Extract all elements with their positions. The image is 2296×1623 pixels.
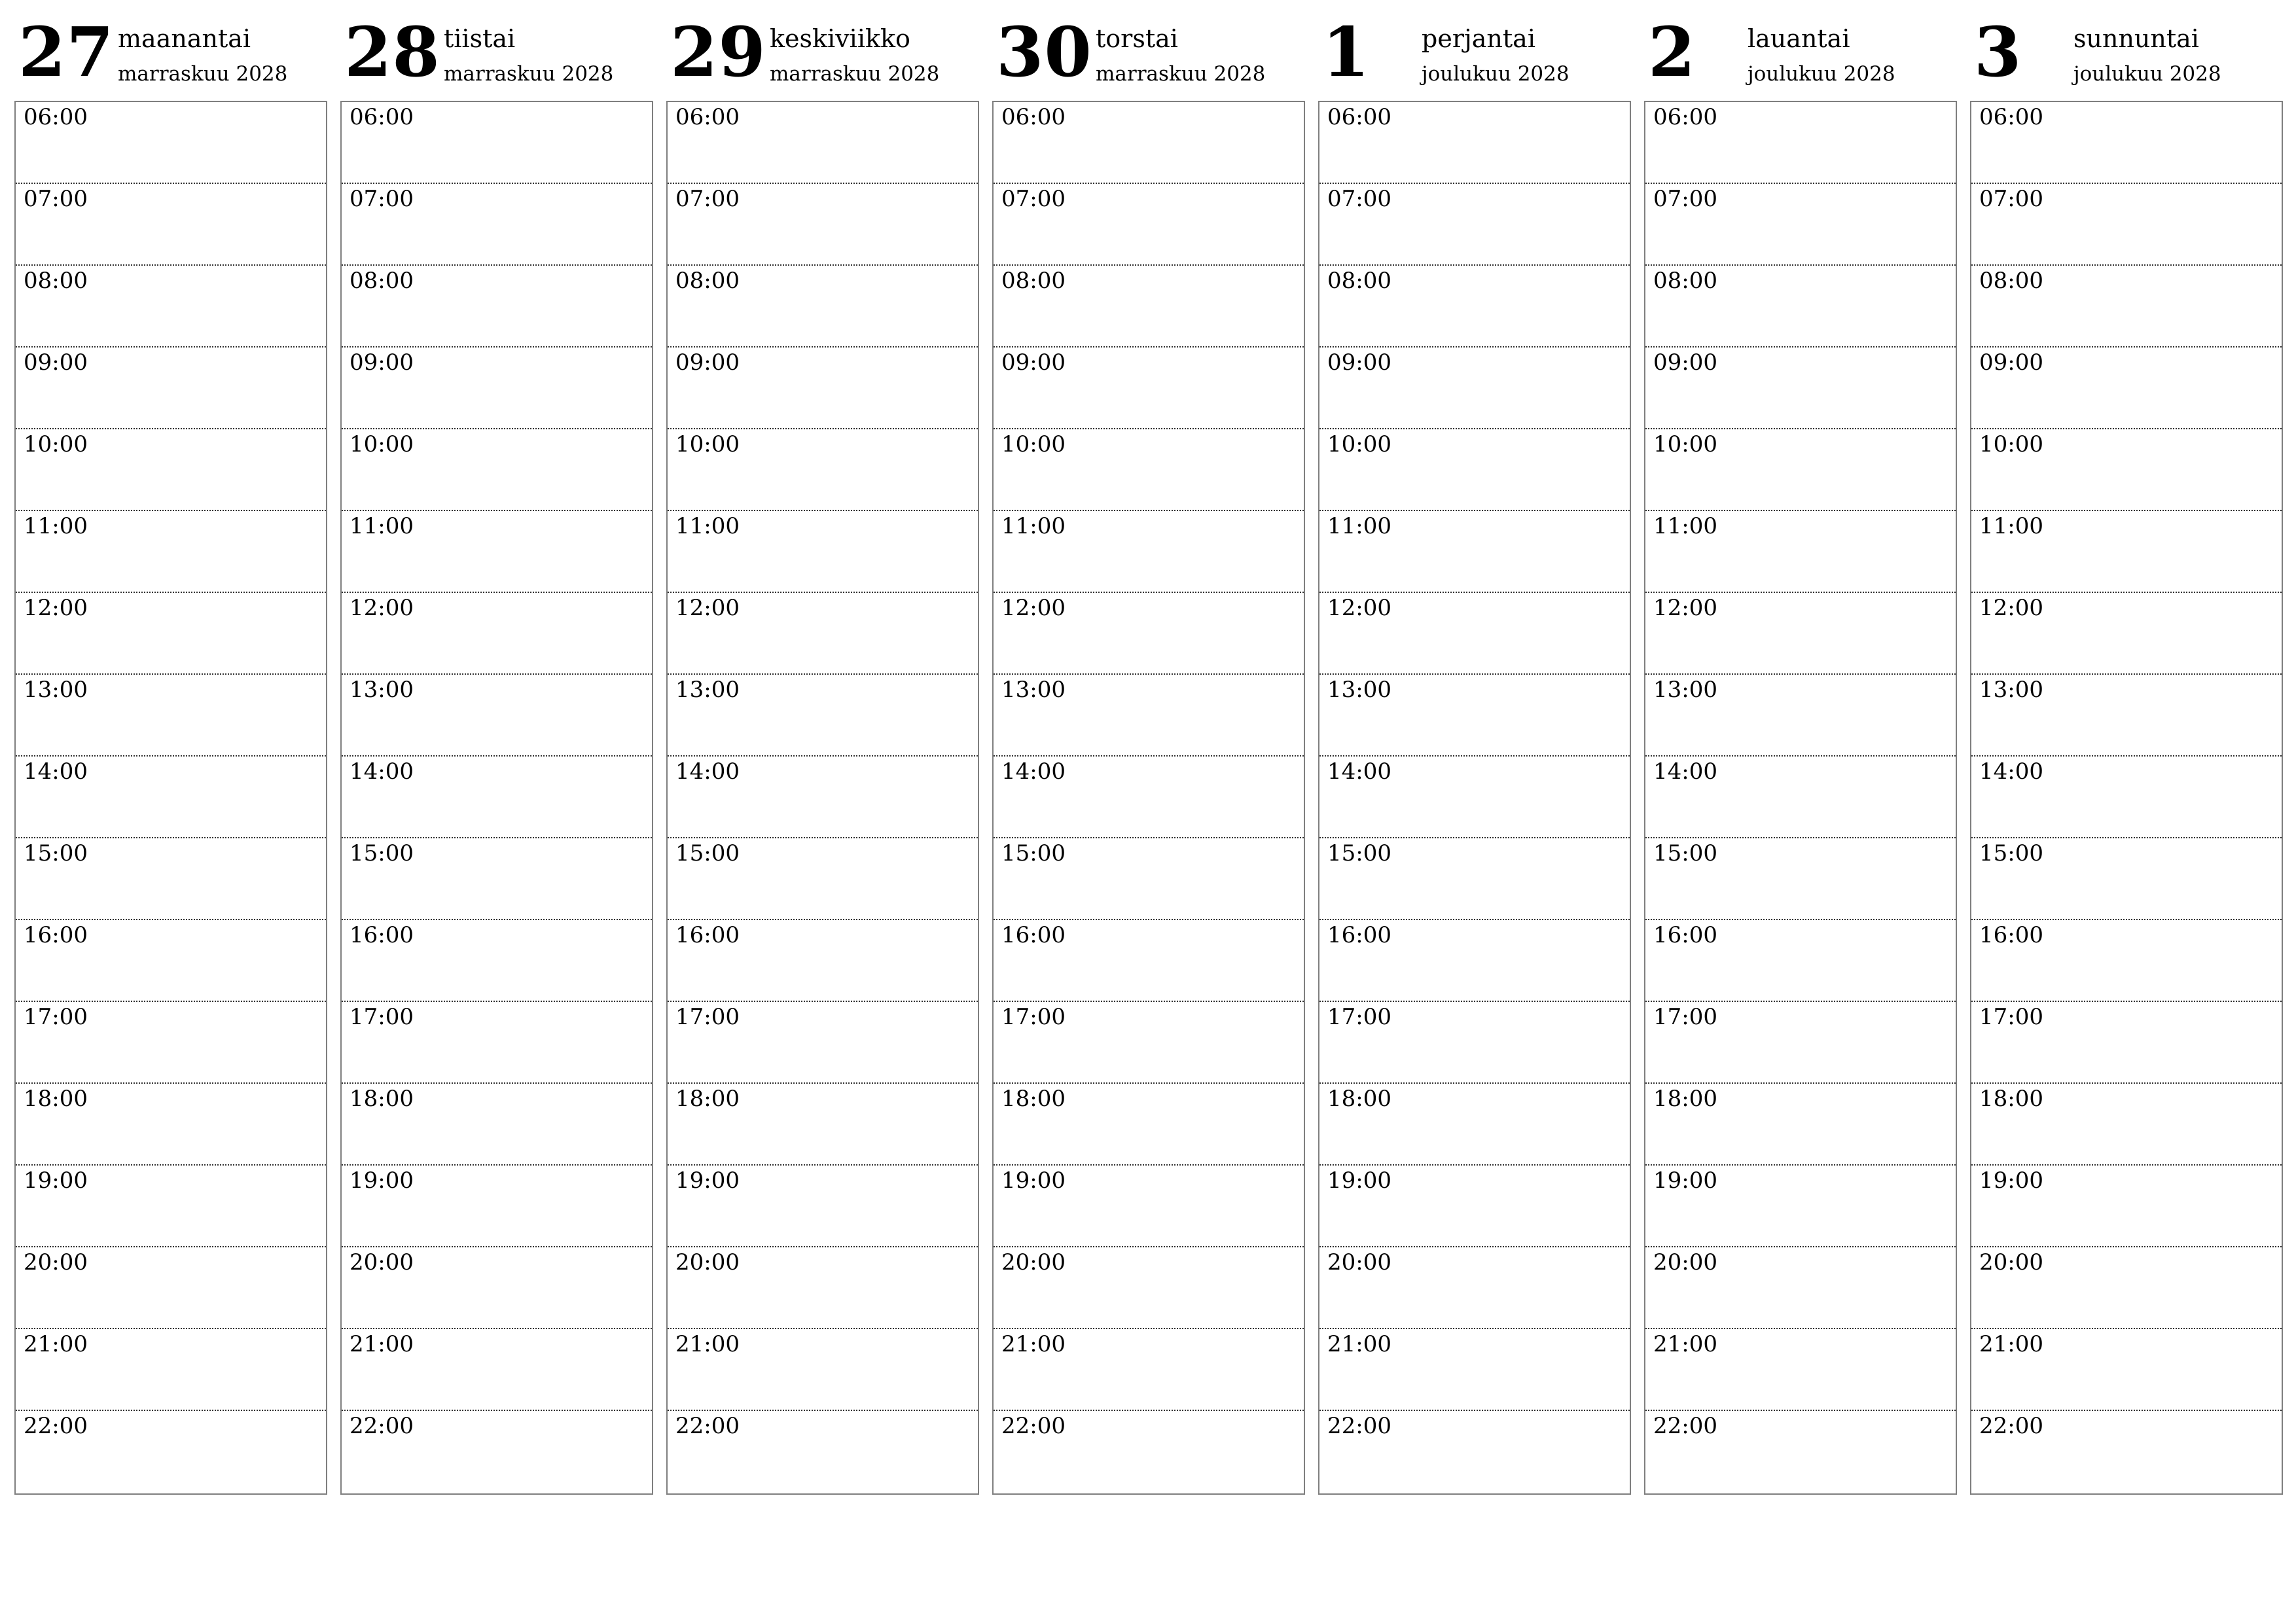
time-label: 11:00 <box>1327 513 1391 539</box>
time-slot[interactable] <box>994 102 1304 184</box>
time-slot[interactable] <box>16 102 326 184</box>
time-slot[interactable] <box>16 511 326 593</box>
time-slot[interactable] <box>994 1002 1304 1084</box>
day-weekday: tiistai <box>444 24 516 53</box>
day-number: 27 <box>18 12 115 92</box>
day-number: 29 <box>670 12 766 92</box>
time-label: 13:00 <box>350 677 414 703</box>
time-slot[interactable] <box>16 757 326 838</box>
time-label: 07:00 <box>1327 186 1391 212</box>
time-label: 16:00 <box>1979 922 2043 948</box>
time-label: 19:00 <box>24 1168 88 1194</box>
time-label: 09:00 <box>1979 349 2043 376</box>
time-slot[interactable] <box>1319 757 1630 838</box>
time-slot[interactable] <box>1645 1084 1956 1166</box>
time-slot[interactable] <box>1645 1002 1956 1084</box>
time-slot[interactable] <box>1971 511 2282 593</box>
day-column <box>666 0 979 1505</box>
time-label: 21:00 <box>1653 1331 1717 1357</box>
time-label: 10:00 <box>675 431 740 457</box>
time-label: 21:00 <box>24 1331 88 1357</box>
time-slot[interactable] <box>1319 1166 1630 1247</box>
time-label: 17:00 <box>350 1004 414 1030</box>
time-slot[interactable] <box>1971 838 2282 920</box>
time-label: 07:00 <box>675 186 740 212</box>
time-label: 11:00 <box>350 513 414 539</box>
day-month: marraskuu 2028 <box>444 62 614 86</box>
time-label: 20:00 <box>24 1249 88 1275</box>
time-label: 06:00 <box>24 104 88 130</box>
time-slot[interactable] <box>1645 1329 1956 1411</box>
time-slot[interactable] <box>342 1166 652 1247</box>
time-slot[interactable] <box>668 102 978 184</box>
time-label: 19:00 <box>1979 1168 2043 1194</box>
time-slot[interactable] <box>668 1247 978 1329</box>
time-label: 18:00 <box>1001 1086 1066 1112</box>
time-label: 10:00 <box>1001 431 1066 457</box>
time-slot[interactable] <box>342 1002 652 1084</box>
day-schedule-box <box>14 101 327 1495</box>
time-slot[interactable] <box>16 1084 326 1166</box>
time-label: 14:00 <box>24 758 88 785</box>
time-label: 22:00 <box>1653 1413 1717 1439</box>
time-slot[interactable] <box>1645 838 1956 920</box>
time-label: 20:00 <box>1327 1249 1391 1275</box>
time-slot[interactable] <box>342 593 652 675</box>
time-label: 19:00 <box>350 1168 414 1194</box>
time-slot[interactable] <box>342 838 652 920</box>
time-label: 08:00 <box>1979 268 2043 294</box>
time-label: 18:00 <box>1979 1086 2043 1112</box>
time-slot[interactable] <box>342 1084 652 1166</box>
time-label: 09:00 <box>1653 349 1717 376</box>
time-slot[interactable] <box>668 1084 978 1166</box>
day-header <box>1644 0 1957 98</box>
time-label: 17:00 <box>24 1004 88 1030</box>
day-column <box>1318 0 1631 1505</box>
time-slot[interactable] <box>994 1084 1304 1166</box>
time-slot[interactable] <box>1971 675 2282 757</box>
time-slot[interactable] <box>1319 429 1630 511</box>
day-weekday: sunnuntai <box>2073 24 2199 53</box>
time-slot[interactable] <box>1645 102 1956 184</box>
time-label: 22:00 <box>1979 1413 2043 1439</box>
time-label: 21:00 <box>675 1331 740 1357</box>
time-label: 08:00 <box>1327 268 1391 294</box>
time-label: 13:00 <box>1653 677 1717 703</box>
time-label: 06:00 <box>350 104 414 130</box>
time-slot[interactable] <box>668 266 978 348</box>
time-slot[interactable] <box>1971 1084 2282 1166</box>
day-column <box>14 0 327 1505</box>
time-slot[interactable] <box>1319 593 1630 675</box>
day-header <box>666 0 979 98</box>
time-label: 10:00 <box>1979 431 2043 457</box>
time-label: 20:00 <box>350 1249 414 1275</box>
time-label: 12:00 <box>1001 595 1066 621</box>
time-slot[interactable] <box>1645 920 1956 1002</box>
time-slot[interactable] <box>994 838 1304 920</box>
time-label: 07:00 <box>1001 186 1066 212</box>
day-weekday: lauantai <box>1748 24 1850 53</box>
time-label: 07:00 <box>1653 186 1717 212</box>
time-label: 12:00 <box>350 595 414 621</box>
time-slot[interactable] <box>668 1329 978 1411</box>
time-label: 10:00 <box>1327 431 1391 457</box>
time-slot[interactable] <box>668 1002 978 1084</box>
time-label: 14:00 <box>675 758 740 785</box>
time-label: 12:00 <box>24 595 88 621</box>
day-number: 2 <box>1648 12 1696 92</box>
time-slot[interactable] <box>342 184 652 266</box>
time-slot[interactable] <box>994 593 1304 675</box>
time-slot[interactable] <box>668 757 978 838</box>
time-slot[interactable] <box>994 757 1304 838</box>
time-label: 18:00 <box>350 1086 414 1112</box>
day-schedule-box <box>340 101 653 1495</box>
time-slot[interactable] <box>342 1329 652 1411</box>
time-slot[interactable] <box>994 266 1304 348</box>
time-label: 19:00 <box>1001 1168 1066 1194</box>
time-label: 20:00 <box>1979 1249 2043 1275</box>
time-label: 13:00 <box>1327 677 1391 703</box>
time-label: 12:00 <box>1653 595 1717 621</box>
time-slot[interactable] <box>1319 511 1630 593</box>
time-slot[interactable] <box>994 1411 1304 1493</box>
time-label: 17:00 <box>1327 1004 1391 1030</box>
time-slot[interactable] <box>668 920 978 1002</box>
time-slot[interactable] <box>994 511 1304 593</box>
time-label: 07:00 <box>350 186 414 212</box>
time-slot[interactable] <box>1319 102 1630 184</box>
time-slot[interactable] <box>668 348 978 429</box>
time-slot[interactable] <box>16 1247 326 1329</box>
time-label: 20:00 <box>675 1249 740 1275</box>
time-slot[interactable] <box>1319 838 1630 920</box>
time-label: 16:00 <box>24 922 88 948</box>
time-label: 06:00 <box>1979 104 2043 130</box>
time-label: 14:00 <box>1979 758 2043 785</box>
time-slot[interactable] <box>994 1166 1304 1247</box>
time-label: 22:00 <box>675 1413 740 1439</box>
time-label: 06:00 <box>675 104 740 130</box>
time-slot[interactable] <box>16 1002 326 1084</box>
day-weekday: maanantai <box>118 24 251 53</box>
time-slot[interactable] <box>1645 184 1956 266</box>
time-slot[interactable] <box>16 429 326 511</box>
time-slot[interactable] <box>668 511 978 593</box>
time-slot[interactable] <box>1971 102 2282 184</box>
day-number: 1 <box>1322 12 1371 92</box>
time-label: 08:00 <box>1001 268 1066 294</box>
time-slot[interactable] <box>1319 266 1630 348</box>
time-slot[interactable] <box>1971 757 2282 838</box>
time-label: 14:00 <box>1327 758 1391 785</box>
time-label: 06:00 <box>1327 104 1391 130</box>
time-label: 12:00 <box>1327 595 1391 621</box>
time-label: 21:00 <box>350 1331 414 1357</box>
time-slot[interactable] <box>16 348 326 429</box>
time-slot[interactable] <box>668 1166 978 1247</box>
time-slot[interactable] <box>668 675 978 757</box>
time-label: 15:00 <box>1653 840 1717 866</box>
time-slot[interactable] <box>1645 348 1956 429</box>
time-label: 13:00 <box>24 677 88 703</box>
time-slot[interactable] <box>16 920 326 1002</box>
time-slot[interactable] <box>994 429 1304 511</box>
time-slot[interactable] <box>668 838 978 920</box>
time-slot[interactable] <box>1319 1411 1630 1493</box>
time-slot[interactable] <box>668 593 978 675</box>
time-label: 06:00 <box>1001 104 1066 130</box>
time-slot[interactable] <box>16 838 326 920</box>
time-label: 09:00 <box>675 349 740 376</box>
time-slot[interactable] <box>1971 266 2282 348</box>
time-label: 12:00 <box>675 595 740 621</box>
day-month: joulukuu 2028 <box>1748 62 1895 86</box>
day-header <box>992 0 1305 98</box>
time-label: 13:00 <box>675 677 740 703</box>
time-slot[interactable] <box>342 429 652 511</box>
time-label: 17:00 <box>1979 1004 2043 1030</box>
time-slot[interactable] <box>16 1166 326 1247</box>
time-label: 19:00 <box>675 1168 740 1194</box>
time-label: 22:00 <box>1327 1413 1391 1439</box>
time-slot[interactable] <box>1319 1247 1630 1329</box>
day-schedule-box <box>1318 101 1631 1495</box>
time-label: 08:00 <box>675 268 740 294</box>
time-label: 16:00 <box>1653 922 1717 948</box>
day-month: marraskuu 2028 <box>770 62 940 86</box>
time-label: 14:00 <box>1001 758 1066 785</box>
time-label: 22:00 <box>24 1413 88 1439</box>
time-slot[interactable] <box>16 1411 326 1493</box>
time-slot[interactable] <box>994 1247 1304 1329</box>
time-label: 11:00 <box>24 513 88 539</box>
time-label: 07:00 <box>1979 186 2043 212</box>
time-slot[interactable] <box>1971 1166 2282 1247</box>
time-label: 16:00 <box>350 922 414 948</box>
time-slot[interactable] <box>1971 593 2282 675</box>
time-slot[interactable] <box>1645 1411 1956 1493</box>
time-label: 15:00 <box>675 840 740 866</box>
time-label: 08:00 <box>350 268 414 294</box>
time-slot[interactable] <box>1971 429 2282 511</box>
day-month: marraskuu 2028 <box>118 62 288 86</box>
time-label: 11:00 <box>1653 513 1717 539</box>
time-label: 14:00 <box>1653 758 1717 785</box>
time-slot[interactable] <box>994 1329 1304 1411</box>
day-month: marraskuu 2028 <box>1096 62 1266 86</box>
time-label: 18:00 <box>24 1086 88 1112</box>
time-slot[interactable] <box>1319 348 1630 429</box>
time-slot[interactable] <box>1645 593 1956 675</box>
time-slot[interactable] <box>668 429 978 511</box>
time-label: 10:00 <box>1653 431 1717 457</box>
time-slot[interactable] <box>1319 675 1630 757</box>
time-label: 09:00 <box>1001 349 1066 376</box>
time-label: 17:00 <box>1653 1004 1717 1030</box>
time-slot[interactable] <box>994 920 1304 1002</box>
time-label: 09:00 <box>350 349 414 376</box>
time-slot[interactable] <box>342 348 652 429</box>
time-label: 18:00 <box>1327 1086 1391 1112</box>
day-number: 3 <box>1974 12 2022 92</box>
day-column <box>340 0 653 1505</box>
time-slot[interactable] <box>994 184 1304 266</box>
time-slot[interactable] <box>1319 184 1630 266</box>
time-slot[interactable] <box>342 102 652 184</box>
time-label: 08:00 <box>24 268 88 294</box>
time-slot[interactable] <box>1971 184 2282 266</box>
time-label: 22:00 <box>350 1413 414 1439</box>
time-label: 07:00 <box>24 186 88 212</box>
time-label: 15:00 <box>1327 840 1391 866</box>
time-slot[interactable] <box>1645 511 1956 593</box>
time-slot[interactable] <box>1645 429 1956 511</box>
day-column <box>992 0 1305 1505</box>
time-slot[interactable] <box>1971 920 2282 1002</box>
time-slot[interactable] <box>668 184 978 266</box>
time-slot[interactable] <box>16 266 326 348</box>
time-label: 12:00 <box>1979 595 2043 621</box>
time-label: 08:00 <box>1653 268 1717 294</box>
time-label: 15:00 <box>350 840 414 866</box>
time-label: 15:00 <box>24 840 88 866</box>
time-label: 16:00 <box>1001 922 1066 948</box>
time-label: 21:00 <box>1979 1331 2043 1357</box>
time-label: 11:00 <box>675 513 740 539</box>
time-label: 06:00 <box>1653 104 1717 130</box>
time-slot[interactable] <box>342 920 652 1002</box>
day-number: 28 <box>344 12 440 92</box>
time-slot[interactable] <box>16 593 326 675</box>
day-column <box>1970 0 2283 1505</box>
time-label: 16:00 <box>1327 922 1391 948</box>
time-slot[interactable] <box>1319 920 1630 1002</box>
time-slot[interactable] <box>1645 266 1956 348</box>
time-label: 14:00 <box>350 758 414 785</box>
day-month: joulukuu 2028 <box>1422 62 1570 86</box>
time-slot[interactable] <box>994 348 1304 429</box>
time-label: 13:00 <box>1001 677 1066 703</box>
time-slot[interactable] <box>342 511 652 593</box>
time-label: 18:00 <box>1653 1086 1717 1112</box>
time-label: 21:00 <box>1327 1331 1391 1357</box>
time-label: 18:00 <box>675 1086 740 1112</box>
time-label: 17:00 <box>675 1004 740 1030</box>
day-weekday: perjantai <box>1422 24 1535 53</box>
time-slot[interactable] <box>342 757 652 838</box>
time-label: 20:00 <box>1653 1249 1717 1275</box>
time-slot[interactable] <box>1645 675 1956 757</box>
time-slot[interactable] <box>342 1247 652 1329</box>
time-slot[interactable] <box>16 184 326 266</box>
time-label: 20:00 <box>1001 1249 1066 1275</box>
time-label: 15:00 <box>1979 840 2043 866</box>
time-slot[interactable] <box>1645 1166 1956 1247</box>
day-header <box>14 0 327 98</box>
day-header <box>340 0 653 98</box>
time-label: 10:00 <box>350 431 414 457</box>
time-slot[interactable] <box>1971 348 2282 429</box>
time-slot[interactable] <box>1645 757 1956 838</box>
time-label: 19:00 <box>1653 1168 1717 1194</box>
day-weekday: torstai <box>1096 24 1178 53</box>
time-slot[interactable] <box>1971 1329 2282 1411</box>
time-label: 11:00 <box>1979 513 2043 539</box>
time-label: 22:00 <box>1001 1413 1066 1439</box>
time-slot[interactable] <box>1319 1084 1630 1166</box>
day-header <box>1970 0 2283 98</box>
day-schedule-box <box>666 101 979 1495</box>
day-schedule-box <box>1644 101 1957 1495</box>
time-label: 16:00 <box>675 922 740 948</box>
time-slot[interactable] <box>342 266 652 348</box>
time-label: 17:00 <box>1001 1004 1066 1030</box>
time-slot[interactable] <box>16 1329 326 1411</box>
time-slot[interactable] <box>1645 1247 1956 1329</box>
time-slot[interactable] <box>1971 1247 2282 1329</box>
time-slot[interactable] <box>342 1411 652 1493</box>
time-label: 15:00 <box>1001 840 1066 866</box>
time-slot[interactable] <box>1971 1411 2282 1493</box>
day-header <box>1318 0 1631 98</box>
time-label: 09:00 <box>1327 349 1391 376</box>
time-label: 10:00 <box>24 431 88 457</box>
day-number: 30 <box>996 12 1092 92</box>
time-slot[interactable] <box>342 675 652 757</box>
day-column <box>1644 0 1957 1505</box>
day-weekday: keskiviikko <box>770 24 910 53</box>
weekly-planner <box>14 0 2286 1505</box>
time-label: 19:00 <box>1327 1168 1391 1194</box>
time-slot[interactable] <box>1971 1002 2282 1084</box>
time-slot[interactable] <box>1319 1002 1630 1084</box>
time-label: 09:00 <box>24 349 88 376</box>
time-slot[interactable] <box>994 675 1304 757</box>
day-schedule-box <box>992 101 1305 1495</box>
time-label: 13:00 <box>1979 677 2043 703</box>
time-label: 21:00 <box>1001 1331 1066 1357</box>
time-label: 11:00 <box>1001 513 1066 539</box>
time-slot[interactable] <box>668 1411 978 1493</box>
day-month: joulukuu 2028 <box>2073 62 2221 86</box>
day-schedule-box <box>1970 101 2283 1495</box>
time-slot[interactable] <box>1319 1329 1630 1411</box>
time-slot[interactable] <box>16 675 326 757</box>
